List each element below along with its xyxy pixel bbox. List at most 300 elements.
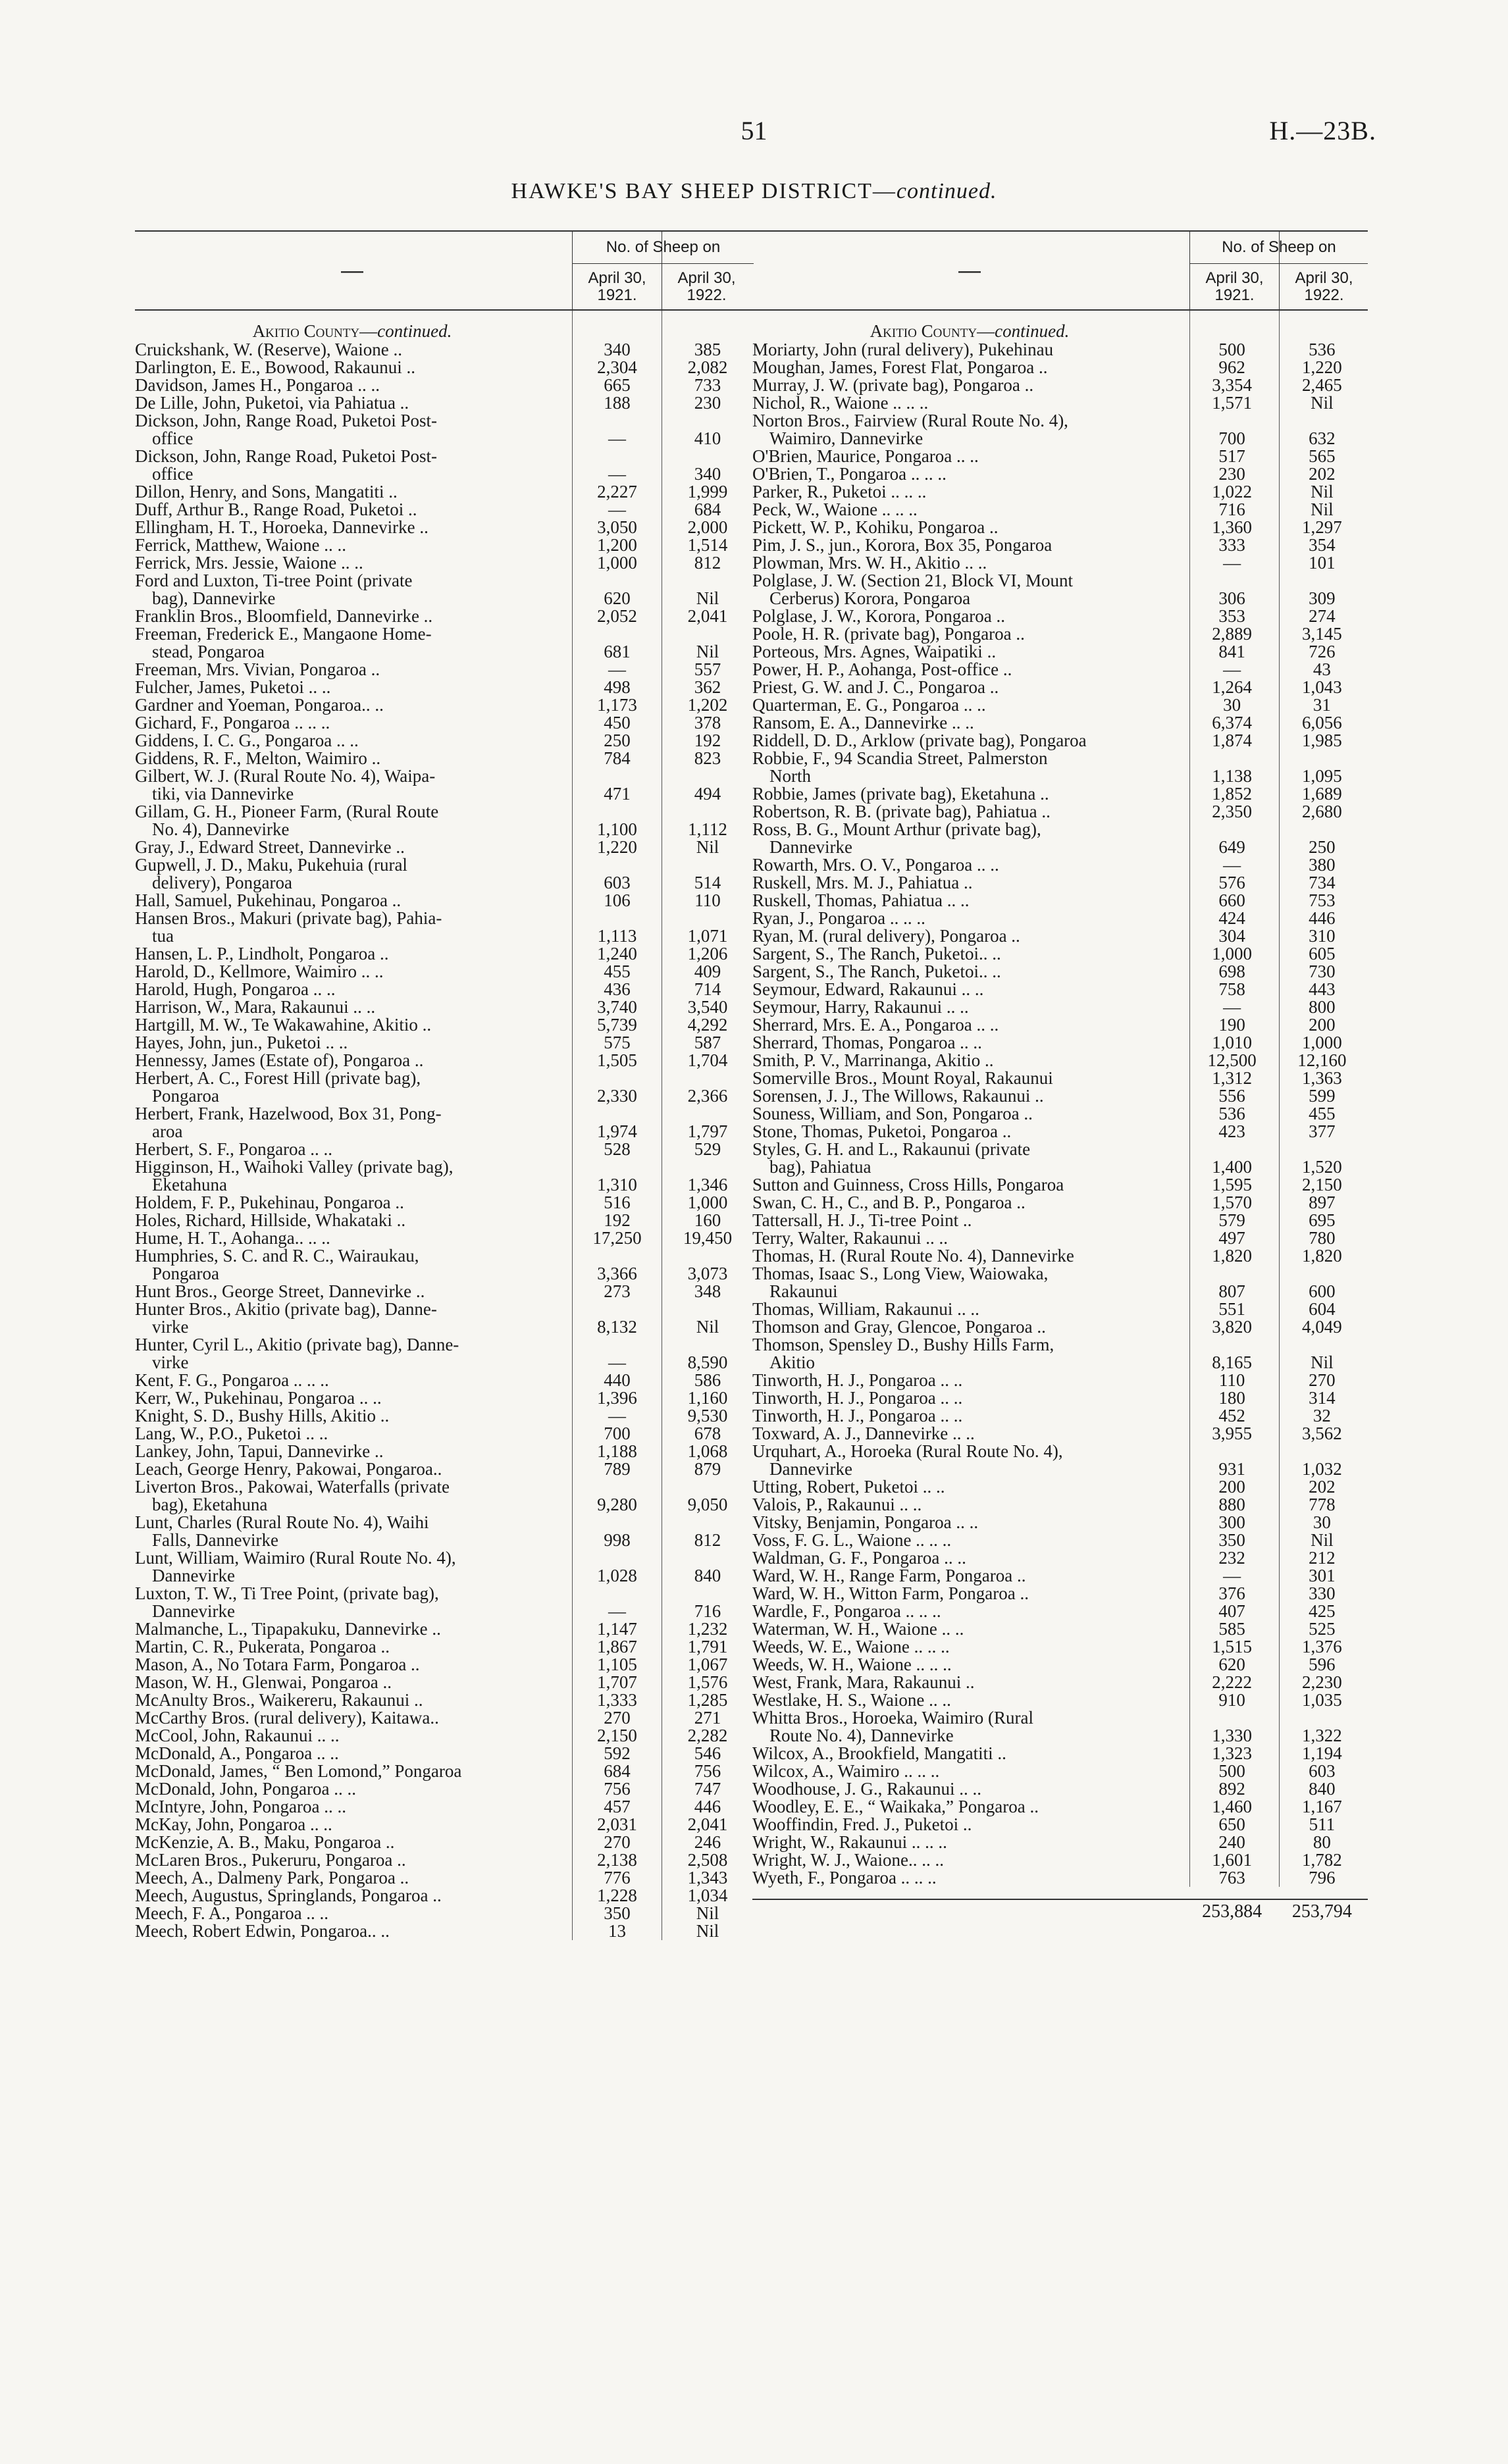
sheep-1921: 273 — [604, 1281, 631, 1301]
sheep-1921: 230 — [1218, 464, 1245, 484]
sheep-1922: 1,322 — [1302, 1726, 1342, 1745]
sheep-1922: 1,576 — [687, 1672, 728, 1692]
owner-name: McAnulty Bros., Waikereru, Rakaunui .. — [135, 1690, 423, 1710]
sheep-1922: 796 — [1309, 1868, 1336, 1887]
sheep-1922: 3,145 — [1302, 624, 1342, 644]
sheep-1921: 1,228 — [597, 1886, 637, 1905]
sheep-1921: 575 — [604, 1033, 631, 1052]
table-row — [752, 750, 1368, 785]
sheep-1921: 1,867 — [597, 1637, 637, 1656]
owner-name: Dickson, John, Range Road, Puketoi Post- office — [135, 446, 437, 484]
owner-name: Harrison, W., Mara, Rakaunui .. .. — [135, 997, 376, 1017]
table-row — [135, 1336, 754, 1372]
sheep-1922: Nil — [1311, 500, 1334, 519]
sheep-1921: — — [608, 464, 626, 484]
owner-name: Polglase, J. W., Korora, Pongaroa .. — [752, 606, 1005, 626]
sheep-1921: 2,031 — [597, 1814, 637, 1834]
sheep-1921: 333 — [1218, 535, 1245, 555]
owner-name: Wright, W., Rakaunui .. .. .. — [752, 1832, 947, 1852]
sheep-1922: 1,095 — [1302, 766, 1342, 786]
sheep-1922: 823 — [694, 748, 721, 768]
owner-name: Riddell, D. D., Arklow (private bag), Pongaroa — [752, 731, 1087, 750]
name-column-header: — — [341, 258, 363, 283]
owner-name: Hunter, Cyril L., Akitio (private bag), Danne- virke — [135, 1335, 459, 1372]
sheep-1921: — — [1223, 1566, 1241, 1585]
sheep-1921: — — [1223, 997, 1241, 1017]
sheep-1921: 962 — [1218, 357, 1245, 377]
sheep-1921: 551 — [1218, 1299, 1245, 1319]
sheep-1922: 274 — [1309, 606, 1336, 626]
sheep-1922: 605 — [1309, 944, 1336, 963]
sheep-1921: 440 — [604, 1370, 631, 1390]
sheep-1921: 498 — [604, 677, 631, 697]
sheep-1921: 3,366 — [597, 1264, 637, 1283]
table-row — [135, 448, 754, 483]
owner-name: Gilbert, W. J. (Rural Route No. 4), Waipa- tiki, via Dannevirke — [135, 766, 436, 804]
table-row — [135, 376, 754, 394]
owner-name: Robbie, F., 94 Scandia Street, Palmerston North — [752, 748, 1048, 786]
sheep-1922: 446 — [694, 1797, 721, 1816]
sheep-1921: 1,113 — [597, 926, 637, 946]
sheep-1921: 1,460 — [1212, 1797, 1252, 1816]
owner-name: Thomson and Gray, Glencoe, Pongaroa .. — [752, 1317, 1046, 1337]
sheep-1922: 1,999 — [687, 482, 728, 501]
sheep-1922: Nil — [1311, 482, 1334, 501]
table-row — [752, 1016, 1368, 1034]
sheep-1922: 778 — [1309, 1495, 1336, 1514]
sheep-1921: 240 — [1218, 1832, 1245, 1852]
table-row — [135, 1034, 754, 1052]
owner-name: Wright, W. J., Waione.. .. .. — [752, 1850, 944, 1870]
sheep-1922: 455 — [1309, 1104, 1336, 1123]
sheep-1922: 385 — [694, 340, 721, 359]
owner-name: Martin, C. R., Pukerata, Pongaroa .. — [135, 1637, 390, 1656]
sheep-1922: 1,167 — [1302, 1797, 1342, 1816]
table-row — [752, 501, 1368, 519]
owner-name: Tinworth, H. J., Pongaroa .. .. — [752, 1406, 963, 1425]
sheep-1921: 1,974 — [597, 1121, 637, 1141]
sheep-1922: 1,067 — [687, 1655, 728, 1674]
owner-name: Weeds, W. H., Waione .. .. .. — [752, 1655, 952, 1674]
sheep-1921: — — [608, 428, 626, 448]
table-row — [752, 1265, 1368, 1300]
sheep-1922: 726 — [1309, 642, 1336, 661]
table-row — [752, 394, 1368, 412]
sheep-1921: 3,740 — [597, 997, 637, 1017]
sheep-1921: 106 — [604, 890, 631, 910]
sheep-1922: Nil — [1311, 1352, 1334, 1372]
table-row — [752, 1762, 1368, 1780]
sheep-1921: — — [608, 1601, 626, 1621]
sheep-1921: 1,707 — [597, 1672, 637, 1692]
sheep-1922: 1,782 — [1302, 1850, 1342, 1870]
sheep-1921: — — [1223, 553, 1241, 573]
table-row — [752, 1585, 1368, 1603]
sheep-1921: 698 — [1218, 962, 1245, 981]
table-row — [135, 838, 754, 856]
sheep-1921: 1,396 — [597, 1388, 637, 1408]
owner-name: Peck, W., Waione .. .. .. — [752, 500, 918, 519]
owner-name: Kerr, W., Pukehinau, Pongaroa .. .. — [135, 1388, 382, 1408]
owner-name: Ruskell, Mrs. M. J., Pahiatua .. — [752, 873, 973, 892]
sheep-1921: 3,820 — [1212, 1317, 1252, 1337]
sheep-1922: 31 — [1313, 695, 1331, 715]
sheep-1922: 309 — [1309, 588, 1336, 608]
owner-name: Sargent, S., The Ranch, Puketoi.. .. — [752, 962, 1001, 981]
sheep-1922: 1,202 — [687, 695, 728, 715]
owner-name: Seymour, Edward, Rakaunui .. .. — [752, 979, 984, 999]
sheep-1922: 9,050 — [687, 1495, 728, 1514]
sheep-1922: 230 — [694, 393, 721, 413]
table-row — [752, 874, 1368, 892]
sheep-1922: 378 — [694, 713, 721, 732]
table-row — [135, 732, 754, 750]
column-header — [135, 230, 754, 311]
sheep-1921: 8,132 — [597, 1317, 637, 1337]
owner-name: Gray, J., Edward Street, Dannevirke .. — [135, 837, 405, 857]
owner-name: Cruickshank, W. (Reserve), Waione .. — [135, 340, 402, 359]
owner-name: Thomson, Spensley D., Bushy Hills Farm, Akitio — [752, 1335, 1054, 1372]
sheep-1921: 660 — [1218, 890, 1245, 910]
sheep-1921: 180 — [1218, 1388, 1245, 1408]
owner-name: Poole, H. R. (private bag), Pongaroa .. — [752, 624, 1025, 644]
sheep-1922: 695 — [1309, 1210, 1336, 1230]
sheep-1922: 1,034 — [687, 1886, 728, 1905]
sheep-1921: 807 — [1218, 1281, 1245, 1301]
owner-name: Lunt, William, Waimiro (Rural Route No. 4), Dannevirke — [135, 1548, 456, 1585]
sheep-1921: 1,105 — [597, 1655, 637, 1674]
table-row — [752, 412, 1368, 448]
sheep-1921: 1,028 — [597, 1566, 637, 1585]
table-row — [752, 1123, 1368, 1141]
table-row — [135, 856, 754, 892]
sheep-1922: 780 — [1309, 1228, 1336, 1248]
sheep-1922: Nil — [696, 1921, 719, 1941]
sheep-1921: 931 — [1218, 1459, 1245, 1479]
table-row — [135, 1869, 754, 1887]
sheep-1921: 998 — [604, 1530, 631, 1550]
sheep-1921: 2,889 — [1212, 624, 1252, 644]
sheep-1922: 730 — [1309, 962, 1336, 981]
owner-name: Murray, J. W. (private bag), Pongaroa .. — [752, 375, 1034, 395]
sheep-1921: 13 — [608, 1921, 626, 1941]
sheep-1921: 620 — [604, 588, 631, 608]
table-row — [135, 1212, 754, 1229]
sheep-1921: 841 — [1218, 642, 1245, 661]
table-row — [752, 1194, 1368, 1212]
owner-name: Liverton Bros., Pakowai, Waterfalls (private bag), Eketahuna — [135, 1477, 450, 1514]
sheep-1922: 202 — [1309, 464, 1336, 484]
sheep-1921: 1,874 — [1212, 731, 1252, 750]
sheep-1921: 2,052 — [597, 606, 637, 626]
sheep-1922: 3,073 — [687, 1264, 728, 1283]
table-row — [752, 1336, 1368, 1372]
sheep-1922: 200 — [1309, 1015, 1336, 1035]
sheep-1921: 528 — [604, 1139, 631, 1159]
sheep-1922: 1,160 — [687, 1388, 728, 1408]
table-row — [135, 1638, 754, 1656]
table-row — [135, 892, 754, 910]
table-row — [752, 661, 1368, 679]
table-row — [135, 1052, 754, 1069]
sheep-1922: 1,791 — [687, 1637, 728, 1656]
owner-name: Seymour, Harry, Rakaunui .. .. — [752, 997, 969, 1017]
title-continued: continued. — [896, 179, 997, 203]
owner-name: West, Frank, Mara, Rakaunui .. — [752, 1672, 975, 1692]
sheep-1921: 192 — [604, 1210, 631, 1230]
sheep-1921: 2,138 — [597, 1850, 637, 1870]
sheep-1921: 2,150 — [597, 1726, 637, 1745]
owner-name: Valois, P., Rakaunui .. .. — [752, 1495, 922, 1514]
sheep-1921: 592 — [604, 1743, 631, 1763]
sheep-1922: 1,820 — [1302, 1246, 1342, 1266]
sheep-1922: Nil — [696, 642, 719, 661]
owner-name: McKay, John, Pongaroa .. .. — [135, 1814, 332, 1834]
sheep-1921: 776 — [604, 1868, 631, 1887]
section-heading: Akitio County—continued. — [252, 321, 452, 341]
table-row — [752, 1745, 1368, 1762]
table-row — [135, 1016, 754, 1034]
sheep-1922: 525 — [1309, 1619, 1336, 1639]
sheep-1922: 1,000 — [687, 1193, 728, 1212]
table-row — [135, 554, 754, 572]
owner-name: Mason, W. H., Glenwai, Pongaroa .. — [135, 1672, 392, 1692]
column-header — [752, 230, 1368, 311]
owner-name: Nichol, R., Waione .. .. .. — [752, 393, 929, 413]
table-row — [135, 1514, 754, 1549]
owner-name: Rowarth, Mrs. O. V., Pongaroa .. .. — [752, 855, 999, 875]
owner-name: Humphries, S. C. and R. C., Wairaukau, Pongaroa — [135, 1246, 419, 1283]
sheep-1922: Nil — [696, 1903, 719, 1923]
sheep-1922: 1,297 — [1302, 517, 1342, 537]
owner-name: Priest, G. W. and J. C., Pongaroa .. — [752, 677, 999, 697]
sheep-1921: 603 — [604, 873, 631, 892]
owner-name: Thomas, Isaac S., Long View, Waiowaka, Rakaunui — [752, 1264, 1049, 1301]
table-row — [752, 910, 1368, 927]
sheep-1921: 17,250 — [592, 1228, 642, 1248]
table-row — [752, 856, 1368, 874]
sheep-1921: 30 — [1223, 695, 1241, 715]
owner-name: Ward, W. H., Range Farm, Pongaroa .. — [752, 1566, 1026, 1585]
sheep-1922: 3,540 — [687, 997, 728, 1017]
owner-name: Gupwell, J. D., Maku, Pukehuia (rural delivery), Pongaroa — [135, 855, 407, 892]
sheep-1921: 536 — [1218, 1104, 1245, 1123]
sheep-1922: 734 — [1309, 873, 1336, 892]
owner-name: Utting, Robert, Puketoi .. .. — [752, 1477, 945, 1497]
table-row — [135, 714, 754, 732]
sheep-1922: 812 — [694, 1530, 721, 1550]
table-row — [752, 1656, 1368, 1674]
sheep-1921: 500 — [1218, 340, 1245, 359]
owner-name: Stone, Thomas, Puketoi, Pongaroa .. — [752, 1121, 1012, 1141]
table-row — [752, 536, 1368, 554]
sheep-1921: 892 — [1218, 1779, 1245, 1799]
year-1922-header: April 30, 1922. — [1295, 269, 1353, 304]
sheep-1922: 587 — [694, 1033, 721, 1052]
owner-name: McDonald, A., Pongaroa .. .. — [135, 1743, 339, 1763]
sheep-1922: 1,071 — [687, 926, 728, 946]
sheep-1921: 6,374 — [1212, 713, 1252, 732]
sheep-1921: 1,360 — [1212, 517, 1252, 537]
sheep-1921: 1,264 — [1212, 677, 1252, 697]
table-row — [752, 1034, 1368, 1052]
table-row — [752, 696, 1368, 714]
owner-name: Meech, Augustus, Springlands, Pongaroa .. — [135, 1886, 442, 1905]
owner-name: Pim, J. S., jun., Korora, Box 35, Pongaroa — [752, 535, 1053, 555]
sheep-1921: 455 — [604, 962, 631, 981]
table-row — [135, 1691, 754, 1709]
sheep-1921: 1,220 — [597, 837, 637, 857]
sheep-1922: 409 — [694, 962, 721, 981]
sheep-1922: 2,150 — [1302, 1175, 1342, 1194]
table-row — [752, 892, 1368, 910]
sheep-1921: 620 — [1218, 1655, 1245, 1674]
table-row — [752, 821, 1368, 856]
owner-name: Hall, Samuel, Pukehinau, Pongaroa .. — [135, 890, 402, 910]
sheep-1922: 1,043 — [1302, 677, 1342, 697]
owner-name: Darlington, E. E., Bowood, Rakaunui .. — [135, 357, 415, 377]
sheep-1922: 716 — [694, 1601, 721, 1621]
table-row — [135, 1478, 754, 1514]
sheep-1922: 536 — [1309, 340, 1336, 359]
sheep-1921: 3,955 — [1212, 1424, 1252, 1443]
sheep-1922: 1,194 — [1302, 1743, 1342, 1763]
sheep-1921: 1,310 — [597, 1175, 637, 1194]
sheep-1922: 2,082 — [687, 357, 728, 377]
table-row — [752, 376, 1368, 394]
sheep-1921: 452 — [1218, 1406, 1245, 1425]
table-row — [135, 1283, 754, 1300]
sheep-1922: 1,032 — [1302, 1459, 1342, 1479]
owner-name: Robbie, James (private bag), Eketahuna .. — [752, 784, 1049, 804]
owner-name: Swan, C. H., C., and B. P., Pongaroa .. — [752, 1193, 1026, 1212]
owner-name: Harold, Hugh, Pongaroa .. .. — [135, 979, 336, 999]
owner-name: McCarthy Bros. (rural delivery), Kaitawa.. — [135, 1708, 439, 1728]
sheep-1921: 1,312 — [1212, 1068, 1252, 1088]
title-main: HAWKE'S BAY SHEEP DISTRICT— — [511, 179, 897, 203]
sheep-1922: 1,985 — [1302, 731, 1342, 750]
owner-name: Duff, Arthur B., Range Road, Puketoi .. — [135, 500, 417, 519]
table-row — [135, 1158, 754, 1194]
table-row — [135, 412, 754, 448]
table-row — [135, 1549, 754, 1585]
sheep-1921: 1,333 — [597, 1690, 637, 1710]
table-row — [752, 1834, 1368, 1851]
sheep-1922: 1,704 — [687, 1050, 728, 1070]
table-row — [752, 981, 1368, 998]
owner-name: Lang, W., P.O., Puketoi .. .. — [135, 1424, 328, 1443]
sheep-1921: 3,354 — [1212, 375, 1252, 395]
left-column — [135, 230, 754, 1940]
table-row — [135, 750, 754, 767]
owner-name: Ferrick, Matthew, Waione .. .. — [135, 535, 346, 555]
owner-name: Robertson, R. B. (private bag), Pahiatua .. — [752, 802, 1051, 821]
table-row — [752, 1229, 1368, 1247]
table-row — [752, 1478, 1368, 1496]
sheep-1921: 424 — [1218, 908, 1245, 928]
sheep-1922: Nil — [696, 837, 719, 857]
sheep-1921: 2,304 — [597, 357, 637, 377]
table-row — [135, 607, 754, 625]
sheep-1921: 450 — [604, 713, 631, 732]
table-row — [135, 1620, 754, 1638]
owner-name: McCool, John, Rakaunui .. .. — [135, 1726, 340, 1745]
table-row — [135, 1905, 754, 1922]
owner-name: Dickson, John, Range Road, Puketoi Post- office — [135, 411, 437, 448]
sheep-1922: 212 — [1309, 1548, 1336, 1568]
owner-name: Hartgill, M. W., Te Wakawahine, Akitio .. — [135, 1015, 432, 1035]
table-row — [135, 1762, 754, 1780]
sheep-1921: 500 — [1218, 1761, 1245, 1781]
table-row — [135, 1887, 754, 1905]
table-row — [752, 998, 1368, 1016]
total-1922: 253,794 — [1291, 1901, 1352, 1922]
sheep-1921: 270 — [604, 1708, 631, 1728]
owner-name: Hunter Bros., Akitio (private bag), Danne- virke — [135, 1299, 437, 1337]
table-row — [752, 1318, 1368, 1336]
owner-name: Giddens, I. C. G., Pongaroa .. .. — [135, 731, 359, 750]
sheep-1922: 9,530 — [687, 1406, 728, 1425]
owner-name: Hume, H. T., Aohanga.. .. .. — [135, 1228, 330, 1248]
table-row — [135, 1443, 754, 1460]
sheep-1922: 425 — [1309, 1601, 1336, 1621]
sheep-1922: 443 — [1309, 979, 1336, 999]
sheep-1921: 9,280 — [597, 1495, 637, 1514]
page-title — [0, 179, 1508, 204]
sheep-1922: 565 — [1309, 446, 1336, 466]
owner-name: McKenzie, A. B., Maku, Pongaroa .. — [135, 1832, 395, 1852]
table-row — [752, 1372, 1368, 1389]
table-row — [752, 1567, 1368, 1585]
sheep-1921: 250 — [604, 731, 631, 750]
table-row — [752, 1869, 1368, 1887]
sheep-1921: 2,350 — [1212, 802, 1252, 821]
year-1921-header: April 30, 1921. — [1205, 269, 1264, 304]
owner-name: Davidson, James H., Pongaroa .. .. — [135, 375, 380, 395]
owner-name: Tattersall, H. J., Ti-tree Point .. — [752, 1210, 972, 1230]
sheep-1922: Nil — [696, 1317, 719, 1337]
owner-name: De Lille, John, Puketoi, via Pahiatua .. — [135, 393, 409, 413]
owner-name: Sorensen, J. J., The Willows, Rakaunui .. — [752, 1086, 1044, 1106]
sheep-1921: 3,050 — [597, 517, 637, 537]
owner-name: Gillam, G. H., Pioneer Farm, (Rural Route No. 4), Dannevirke — [135, 802, 439, 839]
sheep-1921: 789 — [604, 1459, 631, 1479]
table-row — [135, 981, 754, 998]
table-row — [135, 483, 754, 501]
owner-name: Lankey, John, Tapui, Dannevirke .. — [135, 1441, 384, 1461]
table-row — [135, 572, 754, 607]
sheep-1922: 301 — [1309, 1566, 1336, 1585]
owner-name: Woodley, E. E., “ Waikaka,” Pongaroa .. — [752, 1797, 1039, 1816]
owner-name: Westlake, H. S., Waione .. .. — [752, 1690, 951, 1710]
owner-name: Ward, W. H., Witton Farm, Pongaroa .. — [752, 1583, 1029, 1603]
sheep-1922: 310 — [1309, 926, 1336, 946]
owner-name: Mason, A., No Totara Farm, Pongaroa .. — [135, 1655, 420, 1674]
table-row — [135, 1727, 754, 1745]
table-row — [752, 1176, 1368, 1194]
sheep-1921: — — [1223, 855, 1241, 875]
sheep-1921: 353 — [1218, 606, 1245, 626]
table-row — [752, 1407, 1368, 1425]
sheep-1922: Nil — [696, 588, 719, 608]
sheep-1921: 1,505 — [597, 1050, 637, 1070]
table-row — [752, 448, 1368, 465]
owner-name: Hansen Bros., Makuri (private bag), Pahia- tua — [135, 908, 442, 946]
sheep-1921: 579 — [1218, 1210, 1245, 1230]
sheep-1922: 4,049 — [1302, 1317, 1342, 1337]
owner-name: McDonald, John, Pongaroa .. .. — [135, 1779, 356, 1799]
sheep-1922: 270 — [1309, 1370, 1336, 1390]
